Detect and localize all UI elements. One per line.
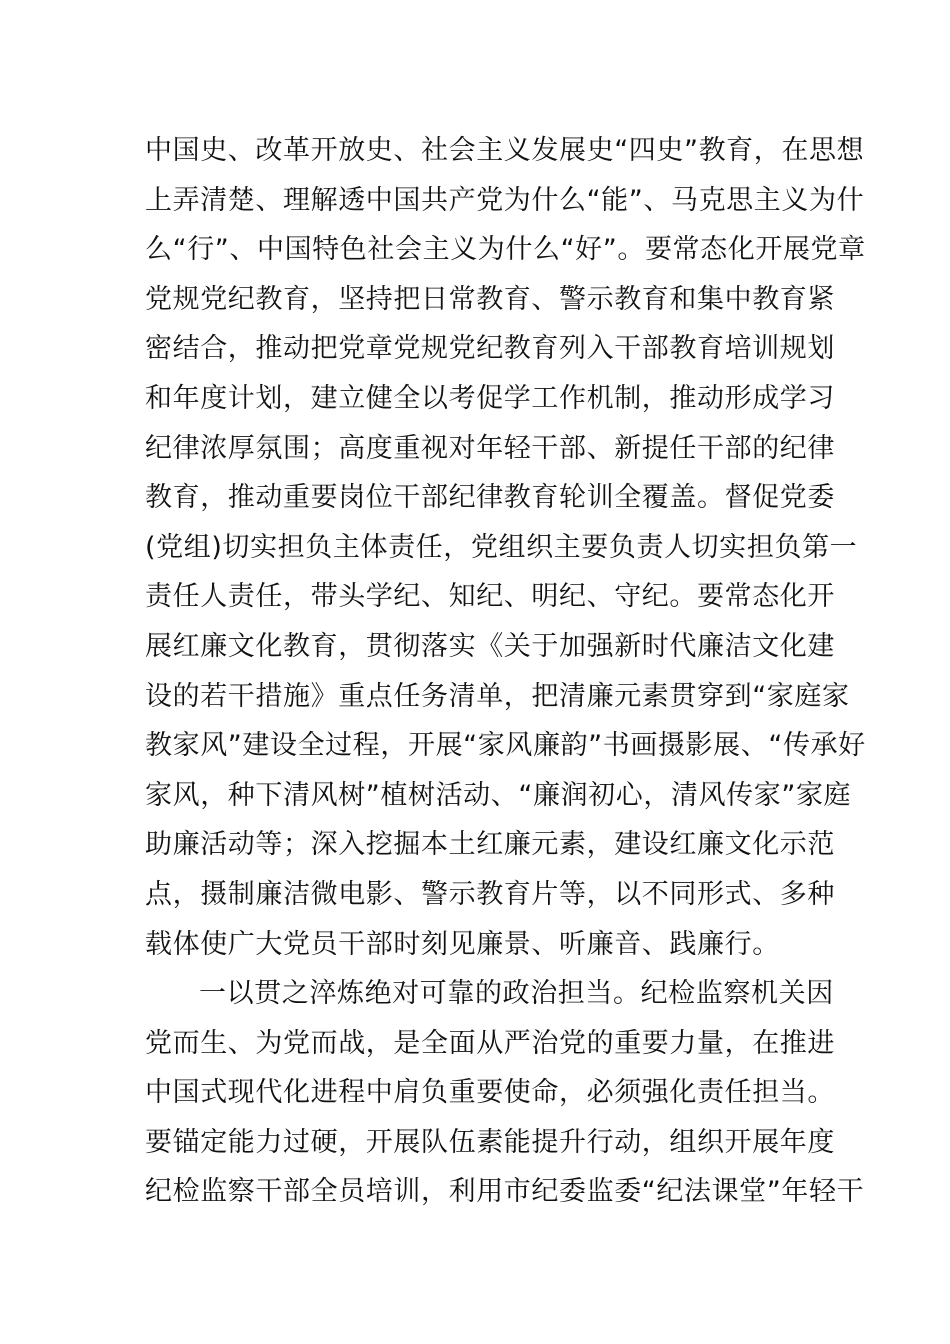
text-line: (党组)切实担负主体责任，党组织主要负责人切实担负第一 <box>145 531 858 563</box>
text-line: 上弄清楚、理解透中国共产党为什么“能”、马克思主义为什 <box>145 184 865 216</box>
text-line: 党规党纪教育，坚持把日常教育、警示教育和集中教育紧 <box>145 283 835 315</box>
text-line: 和年度计划，建立健全以考促学工作机制，推动形成学习 <box>145 382 835 414</box>
text-line: 展红廉文化教育，贯彻落实《关于加强新时代廉洁文化建 <box>145 630 835 662</box>
text-line: 助廉活动等；深入挖掘本土红廉元素，建设红廉文化示范 <box>145 829 835 861</box>
text-line: 中国史、改革开放史、社会主义发展史“四史”教育，在思想 <box>145 135 865 166</box>
text-line: 设的若干措施》重点任务清单，把清廉元素贯穿到“家庭家 <box>145 680 850 712</box>
body-text <box>145 126 866 1217</box>
text-line: 中国式现代化进程中肩负重要使命，必须强化责任担当。 <box>145 1077 835 1109</box>
text-line: 责任人责任，带头学纪、知纪、明纪、守纪。要常态化开 <box>145 581 835 613</box>
text-line: 纪律浓厚氛围；高度重视对年轻干部、新提任干部的纪律 <box>145 432 835 464</box>
text-line: 家风，种下清风树”植树活动、“廉润初心，清风传家”家庭 <box>145 779 852 811</box>
text-line: 点，摄制廉洁微电影、警示教育片等，以不同形式、多种 <box>145 878 835 910</box>
text-line: 载体使广大党员干部时刻见廉景、听廉音、践廉行。 <box>145 928 780 960</box>
text-line: 教家风”建设全过程，开展“家风廉韵”书画摄影展、“传承好 <box>145 730 866 762</box>
text-line: 要锚定能力过硬，开展队伍素能提升行动，组织开展年度 <box>145 1126 835 1158</box>
text-line: 密结合，推动把党章党规党纪教育列入干部教育培训规划 <box>145 333 835 365</box>
text-line: 么“行”、中国特色社会主义为什么“好”。要常态化开展党章 <box>145 234 866 266</box>
paragraph-heading-line: 一以贯之淬炼绝对可靠的政治担当。纪检监察机关因 <box>199 978 834 1010</box>
text-line: 教育，推动重要岗位干部纪律教育轮训全覆盖。督促党委 <box>145 482 835 514</box>
text-line: 纪检监察干部全员培训，利用市纪委监委“纪法课堂”年轻干 <box>145 1176 865 1208</box>
text-line: 党而生、为党而战，是全面从严治党的重要力量，在推进 <box>145 1027 835 1059</box>
